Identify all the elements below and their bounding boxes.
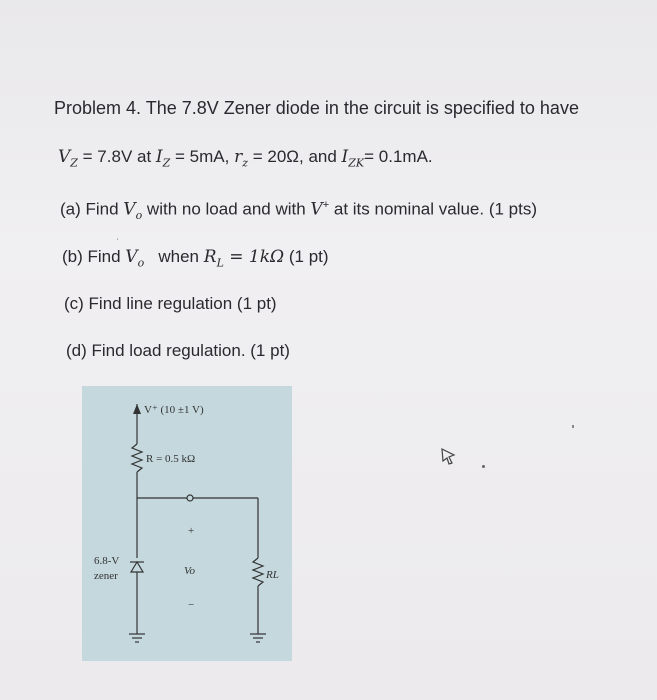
vz-value: = 7.8V at [77, 147, 156, 166]
circuit-diagram [82, 386, 292, 661]
iz-symbol: I [155, 147, 163, 167]
vz-symbol: V [58, 147, 71, 167]
part-a [60, 199, 537, 222]
zener-label-2: zener [94, 570, 118, 582]
part-b-suffix: (1 pt) [284, 247, 329, 266]
vz-subscript: Z [70, 156, 78, 170]
rz-value: = 20Ω, and [248, 147, 342, 166]
part-d: (d) Find load regulation. (1 pt) [66, 341, 290, 360]
output-terminal [187, 495, 193, 501]
rz-subscript: z [242, 156, 249, 170]
plus-label: + [188, 525, 195, 537]
iz-value: = 5mA, [170, 147, 235, 166]
part-c: (c) Find line regulation (1 pt) [64, 294, 277, 313]
vo-label: Vo [184, 565, 195, 577]
spec-line [58, 147, 433, 169]
vo-subscript-b: o [137, 256, 145, 270]
rl-symbol: R [203, 247, 217, 267]
part-a-prefix: (a) Find [60, 199, 124, 219]
circuit-figure [82, 386, 292, 661]
minus-label: − [188, 599, 195, 611]
part-b-prefix: (b) Find [62, 247, 126, 266]
zener-diode [131, 562, 143, 572]
rz-symbol: r [234, 147, 243, 167]
problem-title: Problem 4. The 7.8V Zener diode in the circuit is specified to have [54, 98, 579, 118]
zener-label-1: 6.8-V [94, 555, 120, 567]
supply-label: V⁺ (10 ±1 V) [144, 404, 204, 416]
part-b [62, 247, 329, 269]
rl-value: = 1kΩ [223, 247, 285, 267]
stray-mark [572, 425, 574, 428]
izk-symbol: I [341, 147, 349, 167]
izk-value: = 0.1mA. [364, 147, 433, 166]
load-label: RL [266, 569, 279, 581]
cursor-icon [440, 447, 458, 467]
vo-symbol-b: V [125, 247, 138, 267]
vo-symbol: V [123, 199, 136, 220]
resistor-label: R = 0.5 kΩ [146, 453, 196, 465]
rl-subscript: L [216, 256, 224, 270]
part-a-middle: with no load and with [142, 199, 311, 219]
vo-subscript: o [135, 209, 143, 223]
resistor-rl [253, 558, 263, 586]
izk-subscript: ZK [348, 156, 365, 170]
stray-dot [482, 465, 485, 468]
iz-subscript: Z [162, 156, 171, 170]
part-a-suffix: at its nominal value. (1 pts) [329, 199, 538, 219]
vplus-symbol: V [310, 199, 323, 220]
part-b-middle: when [144, 247, 204, 266]
resistor-r [132, 444, 142, 472]
supply-arrow-icon [133, 404, 141, 414]
pen-tick-mark: ˈ [116, 237, 119, 247]
vplus-superscript: + [322, 199, 330, 211]
